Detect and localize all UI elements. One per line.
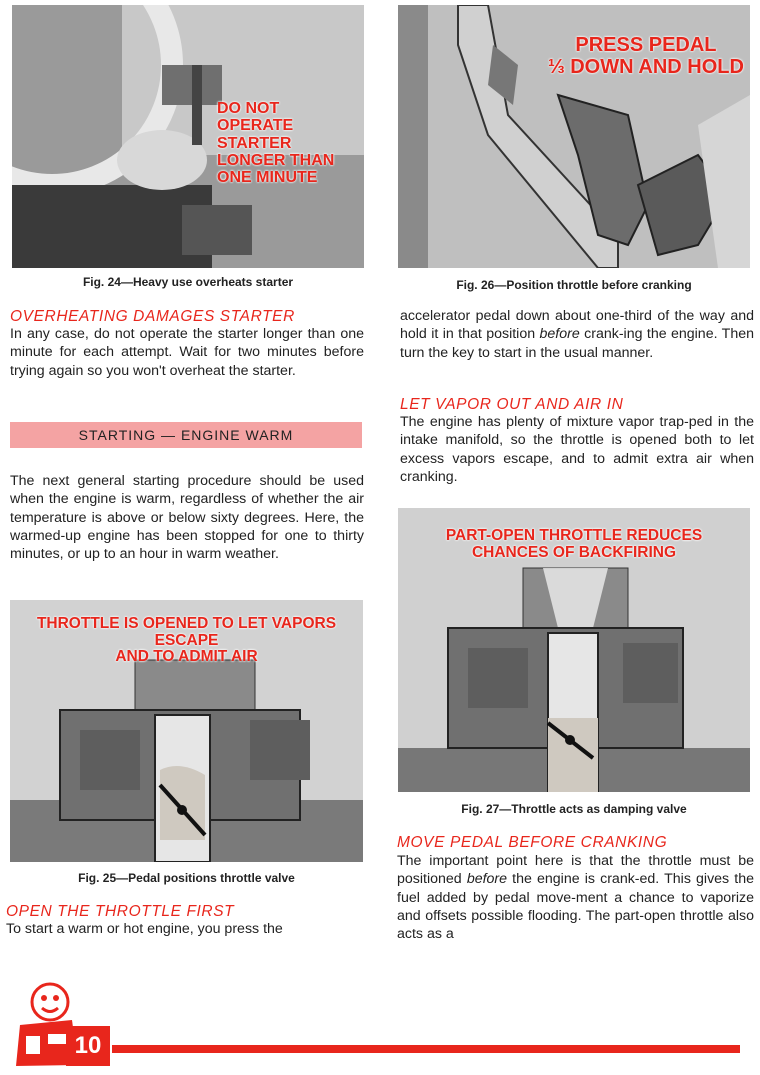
fig27-illustration — [398, 508, 750, 792]
fig24-photo — [12, 5, 364, 268]
overheating-heading: OVERHEATING DAMAGES STARTER — [10, 308, 295, 325]
footer-rule — [112, 1045, 740, 1053]
move-pedal-paragraph: The important point here is that the throttle must be positioned before the engine is crank-ed. This gives the fuel added by pedal move-ment a chance to vaporize and offsets possible flooding. The part-open throttle also acts as a — [397, 853, 754, 943]
vapor-heading: LET VAPOR OUT AND AIR IN — [400, 396, 624, 413]
open-throttle-paragraph: To start a warm or hot engine, you press the — [6, 921, 283, 937]
accelerator-paragraph: accelerator pedal down about one-third of the way and hold it in that position before crank-ing the engine. Then turn the key to start in the usual manner. — [400, 308, 755, 361]
move-pedal-heading: MOVE PEDAL BEFORE CRANKING — [397, 834, 668, 851]
fig26-callout: PRESS PEDAL ⅓ DOWN AND HOLD — [548, 34, 744, 78]
page-number: 10 — [66, 1026, 110, 1066]
fig25-illustration — [10, 600, 363, 862]
fig24-callout: DO NOT OPERATE STARTER LONGER THAN ONE MINUTE — [217, 100, 335, 187]
fig24-caption: Fig. 24—Heavy use overheats starter — [82, 275, 294, 289]
section-banner-label: STARTING — ENGINE WARM — [78, 427, 294, 443]
open-throttle-heading: OPEN THE THROTTLE FIRST — [6, 903, 235, 920]
vapor-paragraph: The engine has plenty of mixture vapor trap-ped in the intake manifold, so the throttle is opened both to let excess vapors escape, and to admit extra air when cranking. — [400, 414, 754, 485]
warm-start-paragraph: The next general starting procedure should be used when the engine is warm, regardless of whether the air temperature is above or below sixty degrees. Here, the warmed-up engine has been stopped for one to thirty minutes, or up to an hour in warm weather. — [10, 473, 364, 563]
fig25-callout: THROTTLE IS OPENED TO LET VAPORS ESCAPE AND TO ADMIT AIR — [36, 615, 337, 666]
fig27-callout: PART-OPEN THROTTLE REDUCES CHANCES OF BACKFIRING — [445, 527, 703, 561]
fig27-caption: Fig. 27—Throttle acts as damping valve — [461, 802, 687, 816]
fig26-illustration — [398, 5, 750, 268]
overheating-paragraph: In any case, do not operate the starter longer than one minute for each attempt. Wait for two minutes before trying again so you won't overheat the starter. — [10, 326, 364, 379]
section-banner — [10, 422, 362, 448]
fig26-caption: Fig. 26—Position throttle before cranking — [456, 278, 692, 292]
fig25-caption: Fig. 25—Pedal positions throttle valve — [78, 871, 295, 885]
